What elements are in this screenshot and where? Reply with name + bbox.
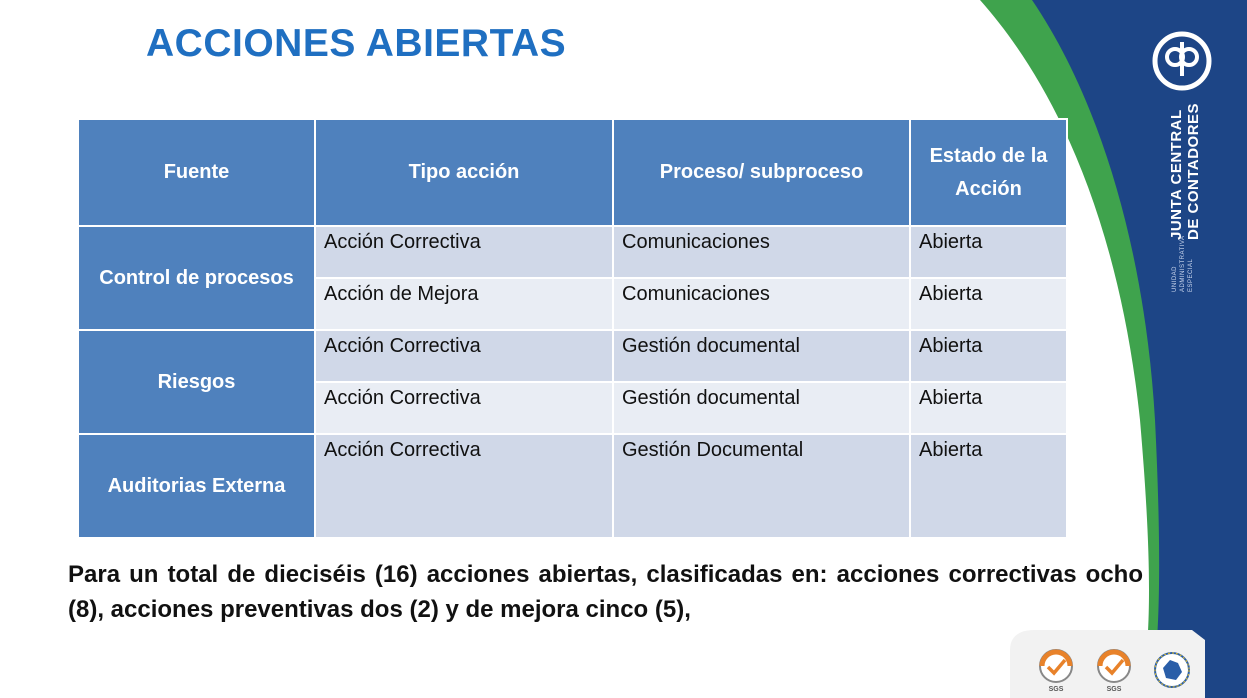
process-cell: Comunicaciones [613,278,910,330]
process-cell: Gestión Documental [613,434,910,538]
process-cell: Comunicaciones [613,226,910,278]
status-cell: Abierta [910,434,1067,538]
open-actions-table [77,118,1068,539]
jcc-seal-icon [1151,30,1213,92]
header-tipo-accion: Tipo acción [315,119,613,226]
header-estado: Estado de la Acción [910,119,1067,226]
certification-check-icon [1094,648,1134,686]
source-cell: Auditorias Externa [78,434,315,538]
action-type-cell: Acción Correctiva [315,330,613,382]
summary-paragraph: Para un total de dieciséis (16) acciones abiertas, clasificadas en: acciones correctivas ocho (8), acciones preventivas dos (2) y de mejora cinco (5), [68,561,1143,623]
sgs-badge: SGS [1094,648,1134,692]
accreditation-seal-icon [1152,648,1192,692]
brand-name: JUNTA CENTRAL DE CONTADORES [1168,102,1203,240]
process-cell: Gestión documental [613,330,910,382]
action-type-cell: Acción Correctiva [315,434,613,538]
status-cell: Abierta [910,330,1067,382]
status-cell: Abierta [910,278,1067,330]
certification-check-icon [1036,648,1076,686]
table-row [78,330,1067,382]
status-cell: Abierta [910,382,1067,434]
header-fuente: Fuente [78,119,315,226]
action-type-cell: Acción Correctiva [315,226,613,278]
action-type-cell: Acción Correctiva [315,382,613,434]
accreditation-seal [1152,648,1192,692]
table-row [78,434,1067,538]
source-cell: Riesgos [78,330,315,434]
page-title: ACCIONES ABIERTAS [146,22,567,65]
certification-badges [1022,634,1212,698]
status-cell: Abierta [910,226,1067,278]
sgs-badge: SGS [1036,648,1076,692]
header-proceso: Proceso/ subproceso [613,119,910,226]
process-cell: Gestión documental [613,382,910,434]
action-type-cell: Acción de Mejora [315,278,613,330]
table-header-row [78,119,1067,226]
source-cell: Control de procesos [78,226,315,330]
table-row [78,226,1067,278]
brand-subtitle: UNIDAD ADMINISTRATIVA ESPECIAL [1172,235,1194,292]
brand-wordmark [1168,92,1212,292]
